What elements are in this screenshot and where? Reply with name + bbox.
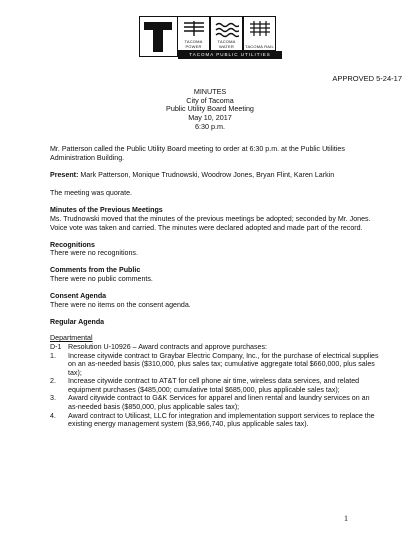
minutes-heading: Minutes of the Previous Meetings (50, 206, 163, 215)
logo-label-power: TACOMA POWER (184, 39, 203, 49)
recognitions-heading: Recognitions (50, 240, 95, 249)
header-date: May 10, 2017 (188, 113, 232, 123)
approved-stamp: APPROVED 5-24-17 (332, 74, 402, 83)
regular-agenda-heading: Regular Agenda (50, 317, 105, 326)
resolution-row (50, 343, 380, 352)
t-logo-icon (139, 16, 178, 57)
list-item (50, 394, 380, 411)
logo-label-rail: TACOMA RAIL (245, 44, 274, 49)
document-body (50, 145, 380, 429)
header-time: 6:30 p.m. (195, 121, 225, 131)
power-icon (177, 16, 210, 51)
consent-section (50, 292, 380, 309)
rail-icon (243, 16, 276, 51)
header-title: MINUTES (193, 87, 227, 96)
call-to-order-paragraph: Mr. Patterson called the Public Utility Board meeting to order at 6:30 p.m. at the Public Utilities Administration Building. (50, 145, 345, 162)
list-item (50, 412, 380, 429)
minutes-text: Ms. Trudnowski moved that the minutes of the previous meetings be adopted; seconded by Mr. Jones. Voice vote was taken and carried. The minutes were declared adopted and made part of the record. (50, 214, 371, 232)
consent-text: There were no items on the consent agenda. (50, 300, 191, 309)
present-paragraph (50, 171, 380, 180)
list-item-number: 2. (50, 377, 56, 386)
comments-section (50, 266, 380, 283)
page-number: 1 (344, 514, 348, 523)
list-item-number: 3. (50, 394, 56, 403)
list-item (50, 352, 380, 378)
list-item-text: Increase citywide contract to Graybar Electric Company, Inc., for the purchase of electrical supplies on an as-needed basis ($310,000, plus sales tax; cumulative aggregate total $660,000, plus sales tax); (68, 351, 379, 377)
recognitions-section (50, 241, 380, 258)
logo-label-water: TACOMA WATER (217, 39, 236, 49)
quorate-paragraph: The meeting was quorate. (50, 188, 133, 197)
water-icon (210, 16, 243, 51)
list-item-number: 4. (50, 411, 56, 420)
present-names: Mark Patterson, Monique Trudnowski, Woodrow Jones, Bryan Flint, Karen Larkin (80, 171, 335, 180)
departmental-subheading: Departmental (50, 334, 93, 343)
resolution-text: Resolution U-10926 – Award contracts and approve purchases: (68, 342, 268, 351)
resolution-number: D-1 (50, 342, 62, 351)
minutes-section (50, 206, 380, 232)
regular-agenda-section (50, 318, 380, 429)
list-item-number: 1. (50, 351, 56, 360)
document-header (0, 88, 420, 132)
recognitions-text: There were no recognitions. (50, 249, 138, 258)
comments-heading: Comments from the Public (50, 266, 141, 275)
list-item-text: Increase citywide contract to AT&T for cell phone air time, wireless data services, and related equipment purchases ($485,000; cumulative total $685,000, plus applicable sales tax); (68, 377, 360, 394)
list-item-text: Award contract to Utilicast, LLC for integration and implementation support services to replace the existing energy management system ($3,966,740, plus applicable sales tax). (68, 411, 375, 429)
list-item (50, 377, 380, 394)
consent-heading: Consent Agenda (50, 292, 107, 301)
header-meeting: Public Utility Board Meeting (166, 104, 254, 114)
header-city: City of Tacoma (186, 95, 234, 105)
logo-band: TACOMA PUBLIC UTILITIES (178, 51, 282, 59)
list-item-text: Award citywide contract to G&K Services for apparel and linen rental and laundry services on an as-needed basis ($850,000, plus applicable sales tax); (68, 394, 370, 412)
present-label: Present: (50, 171, 79, 180)
tacoma-public-utilities-logo (139, 16, 283, 65)
comments-text: There were no public comments. (50, 274, 153, 283)
